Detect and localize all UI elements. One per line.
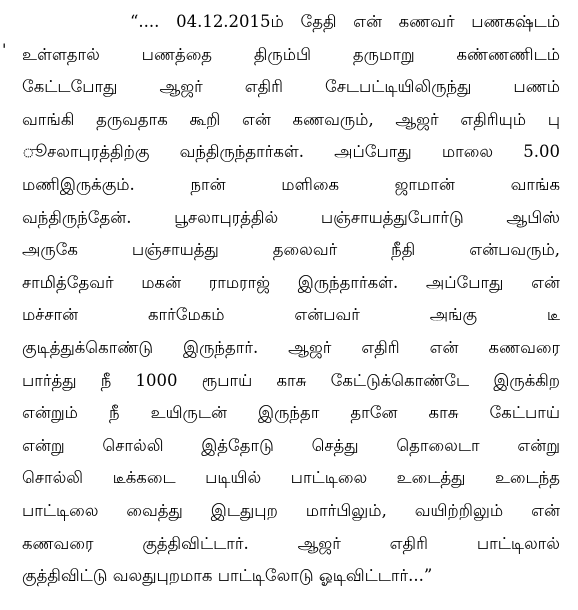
text-line-17: கணவரை குத்திவிட்டார். ஆஜர் எதிரி பாட்டிலால்: [22, 533, 560, 553]
text-line-4: வாங்கி தருவதாக கூறி என் கணவரும், ஆஜர் எதிரியும் பு: [22, 109, 560, 129]
text-line-7: வந்திருந்தேன். பூசலாபுரத்தில் பஞ்சாயத்துபோர்டு ஆபிஸ்: [22, 207, 560, 227]
text-line-2: உள்ளதால் பணத்தை திரும்பி தருமாறு கண்ணணிடம்: [22, 44, 560, 64]
text-line-18: குத்திவிட்டு வலதுபுறமாக பாட்டிலோடு ஓடிவிட்டார்...”: [22, 566, 433, 586]
stray-quote-mark: ': [2, 40, 7, 59]
text-line-12: பார்த்து நீ 1000 ரூபாய் காசு கேட்டுக்கொண்டே இருக்கிற: [22, 370, 560, 390]
text-line-6: மணிஇருக்கும். நான் மளிகை ஜாமான் வாங்க: [22, 174, 560, 194]
text-line-14: என்று சொல்லி இத்தோடு செத்து தொலைடா என்று: [22, 435, 560, 455]
text-line-5: ூசலாபுரத்திற்கு வந்திருந்தார்கள். அப்போது மாலை 5.00: [22, 142, 560, 162]
text-line-11: குடித்துக்கொண்டு இருந்தார். ஆஜர் எதிரி என் கணவரை: [22, 337, 560, 357]
text-line-9: சாமித்தேவர் மகன் ராமராஜ் இருந்தார்கள். அப்போது என்: [22, 272, 560, 292]
text-line-8: அருகே பஞ்சாயத்து தலைவர் நீதி என்பவரும்,: [22, 240, 560, 260]
text-line-3: கேட்டபோது ஆஜர் எதிரி சேடபட்டியிலிருந்து பணம்: [22, 77, 560, 97]
text-line-16: பாட்டிலை வைத்து இடதுபுற மார்பிலும், வயிற்றிலும் என்: [22, 500, 560, 520]
text-line-1: “.... 04.12.2015ம் தேதி என் கணவர் பணகஷ்டம்: [130, 12, 560, 31]
text-line-10: மச்சான் கார்மேகம் என்பவர் அங்கு டீ: [22, 305, 560, 325]
text-line-13: என்றும் நீ உயிருடன் இருந்தா தானே காசு கேட்பாய்: [22, 403, 560, 423]
quoted-statement-paragraph: [22, 6, 560, 593]
text-line-15: சொல்லி டீக்கடை படியில் பாட்டிலை உடைத்து உடைந்த: [22, 468, 560, 488]
